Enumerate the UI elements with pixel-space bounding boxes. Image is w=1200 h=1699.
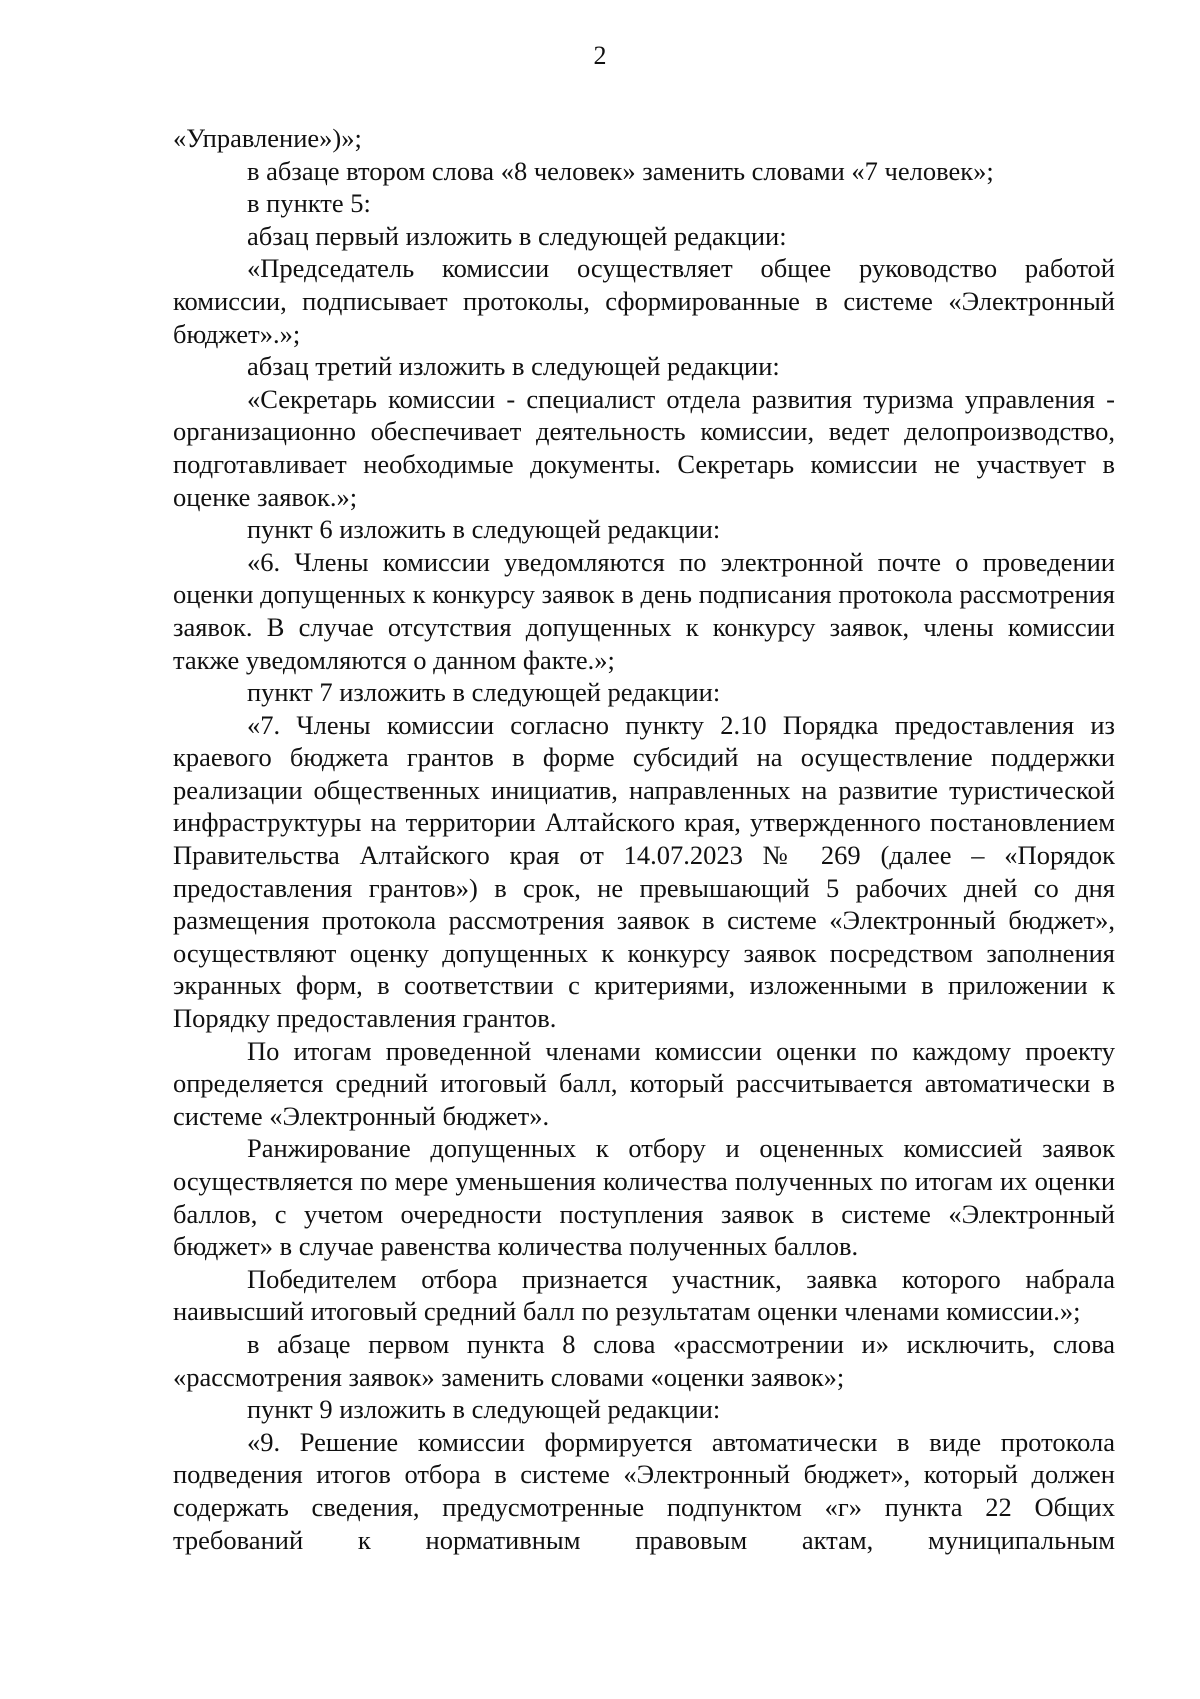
- paragraph: абзац третий изложить в следующей редакции:: [247, 351, 780, 382]
- paragraph: в абзаце первом пункта 8 слова «рассмотрении и» исключить, слова «рассмотрения заявок» заменить словами «оценки заявок»;: [173, 1328, 1115, 1392]
- paragraph: пункт 7 изложить в следующей редакции:: [247, 677, 721, 708]
- paragraph: «9. Решение комиссии формируется автоматически в виде протокола подведения итогов отбора в системе «Электронный бюджет», который должен содержать сведения, предусмотренные подпунктом «г» пункта 22 Общих требований к нормативным правовым актам, муниципальным: [173, 1426, 1115, 1555]
- paragraph: Ранжирование допущенных к отбору и оцененных комиссией заявок осуществляется по мере уменьшения количества полученных по итогам их оценки баллов, с учетом очередности поступления заявок в системе «Электронный бюджет» в случае равенства количества полученных баллов.: [173, 1133, 1115, 1262]
- paragraph: пункт 6 изложить в следующей редакции:: [247, 514, 721, 545]
- paragraph: в абзаце втором слова «8 человек» заменить словами «7 человек»;: [247, 155, 994, 186]
- paragraph: в пункте 5:: [247, 188, 371, 219]
- paragraph: «Председатель комиссии осуществляет общее руководство работой комиссии, подписывает протоколы, сформированные в системе «Электронный бюджет».»;: [173, 253, 1115, 349]
- paragraph: Победителем отбора признается участник, заявка которого набрала наивысший итоговый средний балл по результатам оценки членами комиссии.»;: [173, 1263, 1115, 1327]
- paragraph: абзац первый изложить в следующей редакции:: [247, 220, 787, 251]
- paragraph: пункт 9 изложить в следующей редакции:: [247, 1394, 721, 1425]
- paragraph: По итогам проведенной членами комиссии оценки по каждому проекту определяется средний итоговый балл, который рассчитывается автоматически в системе «Электронный бюджет».: [173, 1035, 1115, 1131]
- page-number: 2: [593, 41, 607, 70]
- paragraph: «7. Члены комиссии согласно пункту 2.10 Порядка предоставления из краевого бюджета грантов в форме субсидий на осуществление поддержки реализации общественных инициатив, направленных на развитие туристической инфраструктуры на территории Алтайского края, утвержденного постановлением Правительства Алтайского края от 14.07.2023 № 269 (далее – «Порядок предоставления грантов») в срок, не превышающий 5 рабочих дней со дня размещения протокола рассмотрения заявок в системе «Электронный бюджет», осуществляют оценку допущенных к конкурсу заявок посредством заполнения экранных форм, в соответствии с критериями, изложенными в приложении к Порядку предоставления грантов.: [173, 709, 1115, 1034]
- paragraph: «Секретарь комиссии - специалист отдела развития туризма управления - организационно обеспечивает деятельность комиссии, ведет делопроизводство, подготавливает необходимые документы. Секретарь комиссии не участвует в оценке заявок.»;: [173, 383, 1115, 512]
- document-body: [173, 122, 1115, 1556]
- paragraph: «6. Члены комиссии уведомляются по электронной почте о проведении оценки допущенных к конкурсу заявок в день подписания протокола рассмотрения заявок. В случае отсутствия допущенных к конкурсу заявок, члены комиссии также уведомляются о данном факте.»;: [173, 546, 1115, 675]
- paragraph: «Управление»)»;: [173, 123, 362, 153]
